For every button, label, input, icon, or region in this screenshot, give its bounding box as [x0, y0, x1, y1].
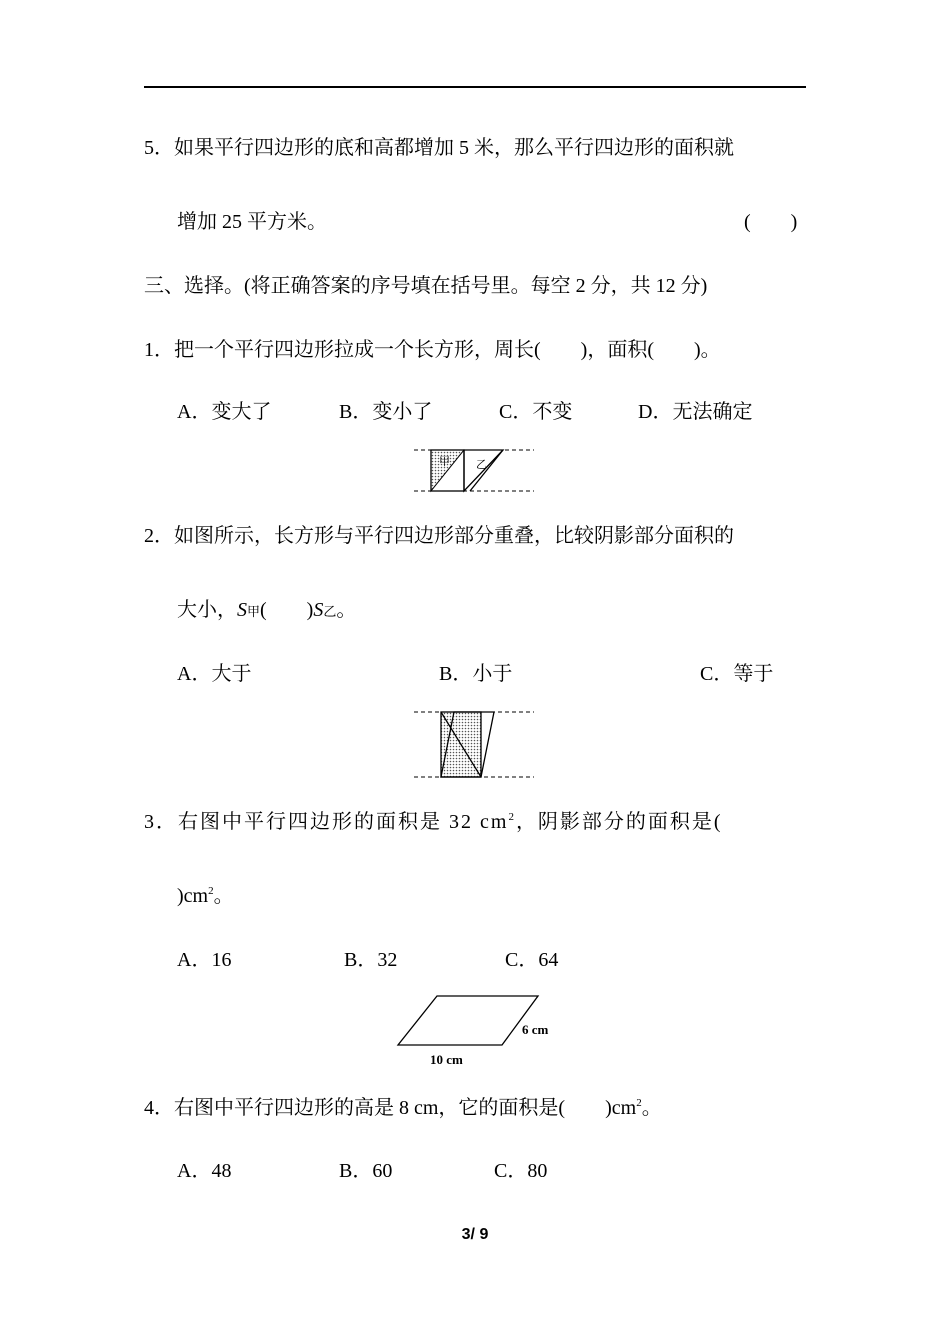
- mc3-sup1: 2: [508, 811, 516, 823]
- mc1-option-b[interactable]: B．变小了: [339, 401, 433, 423]
- q5-line2: 增加 25 平方米。: [177, 211, 327, 233]
- mc2-option-a[interactable]: A．大于: [177, 663, 252, 685]
- mc4-option-c[interactable]: C．80: [494, 1160, 548, 1182]
- mc4-option-b[interactable]: B．60: [339, 1160, 393, 1182]
- base-length-label: 10 cm: [430, 1052, 463, 1067]
- q5-line1: 5．如果平行四边形的底和高都增加 5 米，那么平行四边形的面积就: [144, 137, 734, 159]
- subscript-jia: 甲: [247, 604, 261, 619]
- mc1-option-c[interactable]: C．不变: [499, 401, 573, 423]
- mc4-stem-a: 4．右图中平行四边形的高是 8 cm，它的面积是( )cm: [144, 1097, 637, 1119]
- subscript-yi: 乙: [323, 604, 337, 619]
- mc2-option-c[interactable]: C．等于: [700, 663, 774, 685]
- mc3-option-a[interactable]: A．16: [177, 949, 232, 971]
- mc3-option-b[interactable]: B．32: [344, 949, 398, 971]
- mc2-stem-line2: [177, 596, 356, 626]
- header-rule: [144, 86, 806, 88]
- mc2-answer-blank[interactable]: ( ): [260, 599, 314, 621]
- s-symbol-2: S: [313, 599, 324, 621]
- mc4-stem: [144, 1094, 662, 1122]
- section3-heading: 三、选择。(将正确答案的序号填在括号里。每空 2 分，共 12 分): [144, 275, 708, 297]
- mc1-stem: 1．把一个平行四边形拉成一个长方形，周长( )，面积( )。: [144, 339, 721, 361]
- page-number: 3/ 9: [461, 1226, 489, 1243]
- mc4-sup: 2: [636, 1097, 642, 1109]
- mc2-stem-line1: 2．如图所示，长方形与平行四边形部分重叠，比较阴影部分面积的: [144, 525, 734, 547]
- mc3-stem-line2: [177, 882, 234, 910]
- s-symbol: S: [237, 599, 247, 621]
- mc2-option-b[interactable]: B．小于: [439, 663, 513, 685]
- mc2-stem-end: 。: [336, 599, 357, 621]
- figure-label-yi: 乙: [476, 458, 487, 471]
- mc3-figure-overlap: [410, 706, 540, 782]
- mc1-option-a[interactable]: A．变大了: [177, 401, 272, 423]
- mc2-figure-jia-yi: [410, 442, 540, 497]
- mc4-stem-b: 。: [641, 1097, 662, 1119]
- mc3-stem-line1: [144, 808, 723, 836]
- mc2-stem-prefix: 大小，: [177, 599, 237, 621]
- mc1-option-d[interactable]: D．无法确定: [638, 401, 753, 423]
- mc3-stem-line2-b: 。: [213, 885, 234, 907]
- side-length-label: 6 cm: [522, 1022, 549, 1037]
- mc3-sup2: 2: [208, 885, 214, 897]
- mc4-figure-parallelogram: [390, 990, 570, 1070]
- mc3-option-c[interactable]: C．64: [505, 949, 559, 971]
- q5-answer-paren[interactable]: ( ): [744, 211, 798, 233]
- mc3-stem-line2-a: )cm: [177, 885, 209, 907]
- mc3-stem-line1-a: 3．右图中平行四边形的面积是 32 cm: [144, 811, 509, 833]
- mc3-stem-line1-b: ，阴影部分的面积是(: [515, 811, 723, 833]
- mc4-option-a[interactable]: A．48: [177, 1160, 232, 1182]
- figure-label-jia: 甲: [439, 455, 450, 468]
